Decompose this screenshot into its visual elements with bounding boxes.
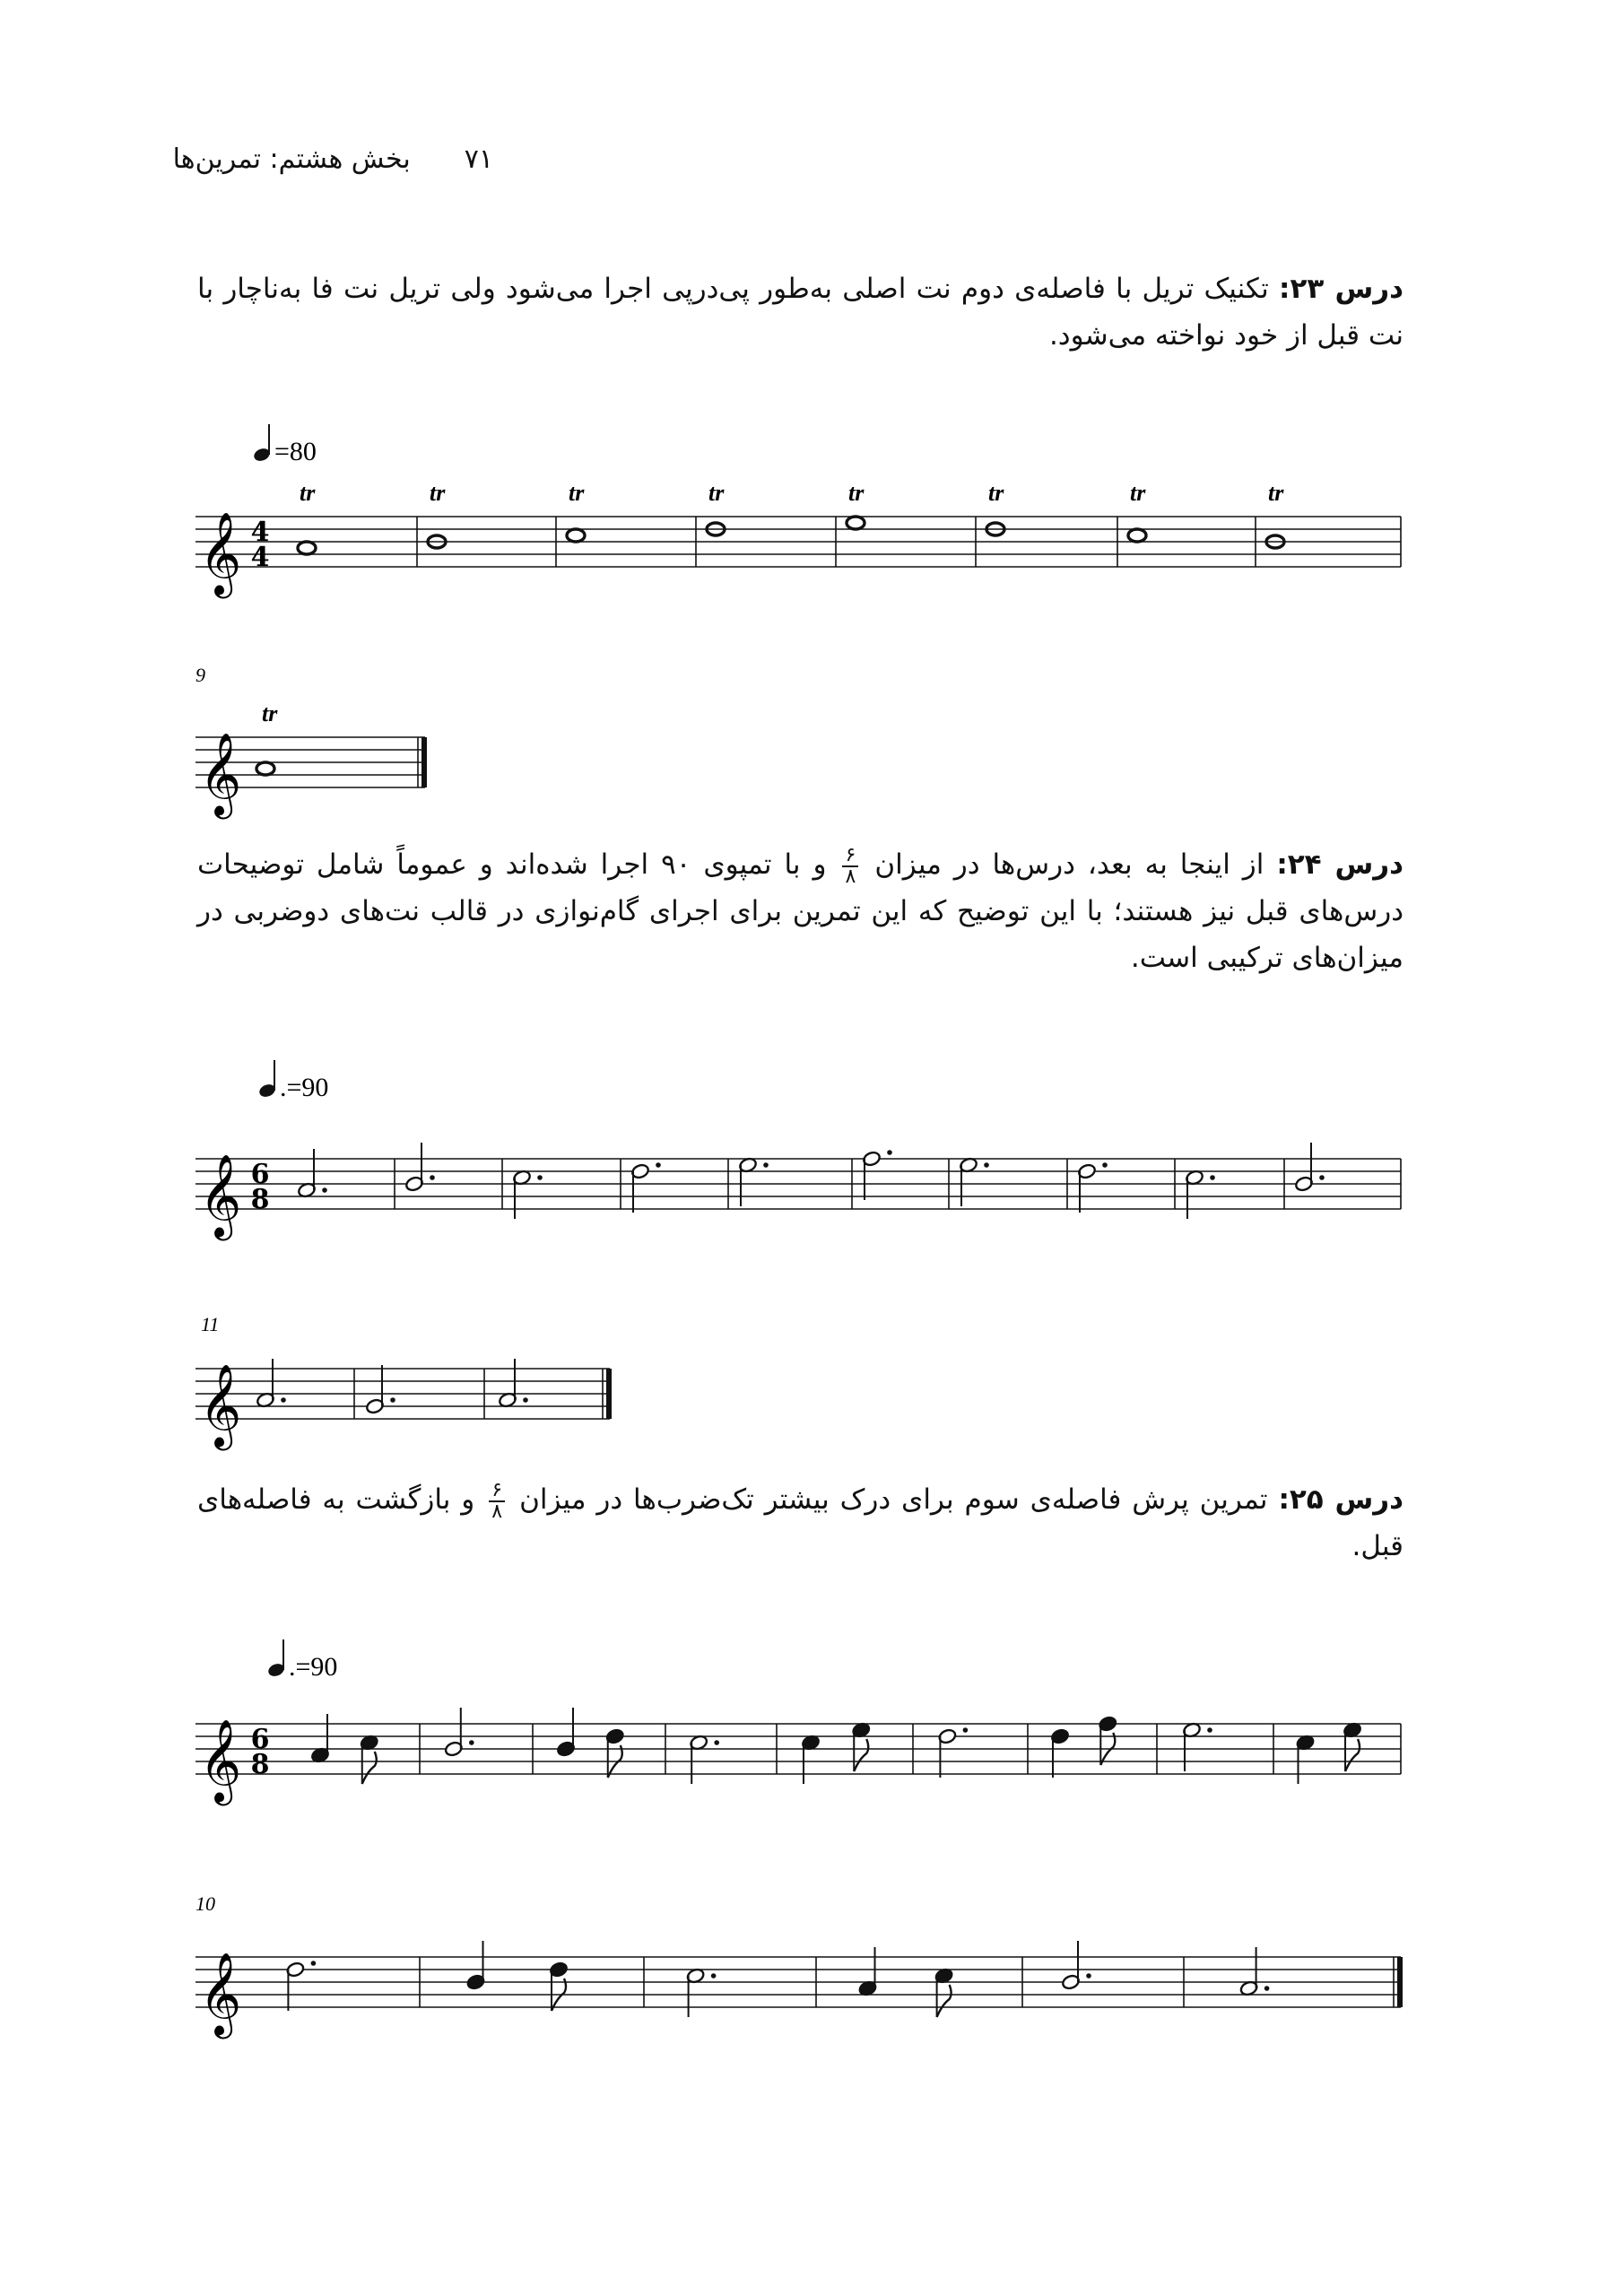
- augmentation-dot: [1264, 1986, 1270, 1991]
- final-barline: [421, 737, 427, 787]
- whole-note: [1128, 529, 1146, 542]
- time-signature-bottom: 8: [250, 1749, 270, 1780]
- section-title: بخش هشتم: تمرین‌ها: [172, 144, 411, 175]
- lesson-25-label: درس ۲۵:: [1278, 1483, 1404, 1516]
- augmentation-dot: [887, 1150, 892, 1155]
- whole-note: [256, 762, 274, 775]
- fraction-denominator: ۸: [845, 865, 856, 888]
- lesson-24-label: درس ۲۴:: [1276, 848, 1404, 881]
- whole-note: [847, 517, 865, 529]
- time-signature-top: 4: [250, 517, 270, 548]
- time-signature-bottom: 8: [250, 1184, 270, 1215]
- measure-number: 10: [196, 1892, 215, 1915]
- trill-mark: tr: [430, 480, 446, 506]
- treble-clef-icon: 𝄞: [199, 511, 242, 595]
- tempo-marking: .=90: [289, 1652, 338, 1682]
- lesson-23-label: درس ۲۳:: [1279, 273, 1404, 305]
- trill-mark: tr: [262, 700, 278, 726]
- augmentation-dot: [984, 1162, 989, 1168]
- augmentation-dot: [281, 1397, 286, 1403]
- augmentation-dot: [1086, 1973, 1091, 1979]
- eighth-flag: [362, 1752, 377, 1784]
- lesson-23-body: تکنیک تریل با فاصله‌ی دوم نت اصلی به‌طور پی‌درپی اجرا می‌شود ولی تریل نت فا به‌ناچار با نت قبل از خود نواخته می‌شود.: [197, 273, 1403, 352]
- time-signature-top: 6: [250, 1724, 270, 1755]
- eighth-flag: [1345, 1739, 1360, 1771]
- augmentation-dot: [763, 1162, 769, 1168]
- page-number: ۷۱: [464, 144, 493, 175]
- treble-clef-icon: 𝄞: [199, 1153, 242, 1237]
- lesson-24-body-start: از اینجا به بعد، درس‌ها در میزان: [874, 848, 1264, 881]
- measure-number: 11: [201, 1313, 220, 1335]
- final-barline: [1397, 1957, 1403, 2007]
- fraction-denominator: ۸: [491, 1500, 503, 1523]
- trill-mark: tr: [848, 480, 865, 506]
- tempo-marking: .=90: [280, 1073, 329, 1102]
- augmentation-dot: [711, 1973, 717, 1979]
- eighth-flag: [854, 1739, 868, 1771]
- trill-mark: tr: [1268, 480, 1284, 506]
- lesson-25-body-end: و بازگشت به فاصله‌های قبل.: [197, 1483, 1403, 1562]
- lesson-25-body-start: تمرین پرش فاصله‌ی سوم برای درک بیشتر تک‌ضرب‌ها در میزان: [519, 1483, 1268, 1516]
- trill-mark: tr: [1130, 480, 1146, 506]
- augmentation-dot: [311, 1961, 317, 1966]
- treble-clef-icon: 𝄞: [199, 1718, 242, 1802]
- augmentation-dot: [656, 1162, 661, 1168]
- final-barline: [606, 1369, 612, 1419]
- trill-mark: tr: [988, 480, 1004, 506]
- augmentation-dot: [430, 1175, 435, 1180]
- fraction-numerator: ۶: [845, 843, 856, 866]
- treble-clef-icon: 𝄞: [199, 1363, 242, 1447]
- time-signature-top: 6: [250, 1159, 270, 1190]
- trill-mark: tr: [569, 480, 585, 506]
- augmentation-dot: [390, 1397, 395, 1403]
- lesson-24-body-end: و با تمپوی ۹۰ اجرا شده‌اند و عموماً شامل توضیحات درس‌های قبل نیز هستند؛ با این توضیح که این تمرین برای اجرای گام‌نوازی در قالب نت‌های دوضربی در میزان‌های ترکیبی است.: [197, 848, 1403, 974]
- augmentation-dot: [1210, 1175, 1215, 1180]
- augmentation-dot: [1319, 1175, 1325, 1180]
- augmentation-dot: [1207, 1727, 1212, 1733]
- tempo-marking: =80: [274, 437, 317, 466]
- augmentation-dot: [963, 1727, 969, 1733]
- trill-mark: tr: [708, 480, 725, 506]
- augmentation-dot: [469, 1740, 474, 1745]
- time-signature-bottom: 4: [250, 542, 270, 573]
- augmentation-dot: [322, 1187, 327, 1193]
- augmentation-dot: [714, 1740, 719, 1745]
- treble-clef-icon: 𝄞: [199, 732, 242, 815]
- whole-note: [567, 529, 585, 542]
- augmentation-dot: [537, 1175, 543, 1180]
- fraction-numerator: ۶: [491, 1478, 503, 1501]
- whole-note: [298, 542, 316, 554]
- measure-number: 9: [196, 664, 205, 686]
- eighth-flag: [937, 1985, 952, 2017]
- augmentation-dot: [1102, 1162, 1108, 1168]
- trill-mark: tr: [300, 480, 316, 506]
- treble-clef-icon: 𝄞: [199, 1952, 242, 2035]
- augmentation-dot: [523, 1397, 528, 1403]
